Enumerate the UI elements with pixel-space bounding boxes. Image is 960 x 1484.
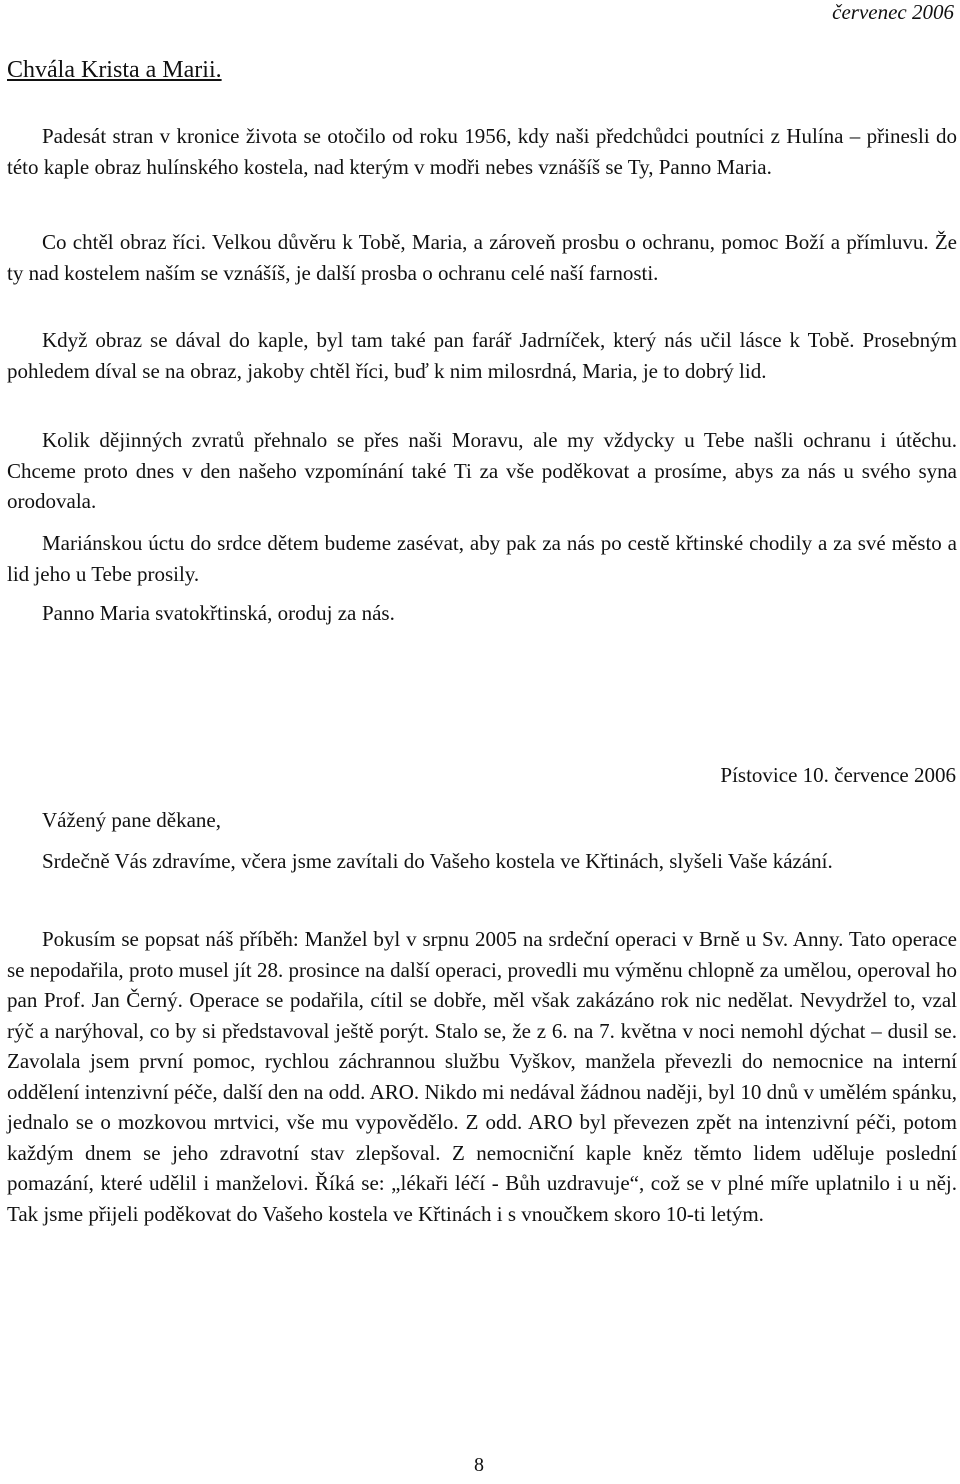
- article-paragraph-3: Když obraz se dával do kaple, byl tam také pan farář Jadrníček, který nás učil lásce k Tobě. Prosebným pohledem díval se na obraz, jakoby chtěl říci, buď k nim milosrdná, Maria, je to dobrý lid.: [7, 328, 957, 383]
- article-title: Chvála Krista a Marii.: [7, 57, 222, 83]
- letter-salutation: Vážený pane děkane,: [42, 808, 221, 832]
- letter-paragraph-2: Pokusím se popsat náš příběh: Manžel byl v srpnu 2005 na srdeční operaci v Brně u Sv. Anny. Tato operace se nepodařila, proto musel jít 28. prosince na další operaci, provedli mu výměnu chlopně za umělou, operoval ho pan Prof. Jan Černý. Operace se podařila, cítil se dobře, měl však zakázáno rok nic nedělat. Nevydržel to, vzal rýč a narýhoval, co by si představoval ještě porýt. Stalo se, že z 6. na 7. května v noci nemohl dýchat – dusil se. Zavolala jsem první pomoc, rychlou záchrannou službu Vyškov, manžela převezli do nemocnice na interní oddělení intenzivní péče, další den na odd. ARO. Nikdo mi nedával žádnou naději, byl 10 dnů v umělém spánku, jednalo se o mozkovou mrtvici, vše mu vypovědělo. Z odd. ARO byl převezen zpět na intenzivní péči, potom každým dnem se jeho zdravotní stav zlepšoval. Z nemocniční kaple kněz těmto lidem uděluje poslední pomazání, které udělil i manželovi. Říká se: „lékaři léčí - Bůh uzdravuje“, což se v plné míře uplatnilo i u něj. Tak jsme přijeli poděkovat do Vašeho kostela ve Křtinách i s vnoučkem skoro 10-ti letým.: [7, 927, 957, 1226]
- page-number: 8: [474, 1454, 484, 1476]
- article-paragraph-2: Co chtěl obraz říci. Velkou důvěru k Tobě, Maria, a zároveň prosbu o ochranu, pomoc Boží a přímluvu. Že ty nad kostelem naším se vznášíš, je další prosba o ochranu celé naší farnosti.: [7, 230, 957, 285]
- header-date: červenec 2006: [832, 0, 954, 24]
- letter-paragraph-1: Srdečně Vás zdravíme, včera jsme zavítali do Vašeho kostela ve Křtinách, slyšeli Vaše kázání.: [42, 849, 833, 873]
- article-paragraph-6: Panno Maria svatokřtinská, oroduj za nás.: [42, 601, 395, 625]
- article-paragraph-5: Mariánskou úctu do srdce dětem budeme zasévat, aby pak za nás po cestě křtinské chodily a za své město a lid jeho u Tebe prosily.: [7, 531, 957, 586]
- article-paragraph-1: Padesát stran v kronice života se otočilo od roku 1956, kdy naši předchůdci poutníci z Hulína – přinesli do této kaple obraz hulínského kostela, nad kterým v modři nebes vznášíš se Ty, Panno Maria.: [7, 124, 957, 179]
- article-paragraph-4: Kolik dějinných zvratů přehnalo se přes naši Moravu, ale my vždycky u Tebe našli ochranu i útěchu. Chceme proto dnes v den našeho vzpomínání také Ti za vše poděkovat a prosíme, abys za nás u svého syna orodovala.: [7, 428, 957, 513]
- letter-place-date: Pístovice 10. července 2006: [720, 763, 956, 787]
